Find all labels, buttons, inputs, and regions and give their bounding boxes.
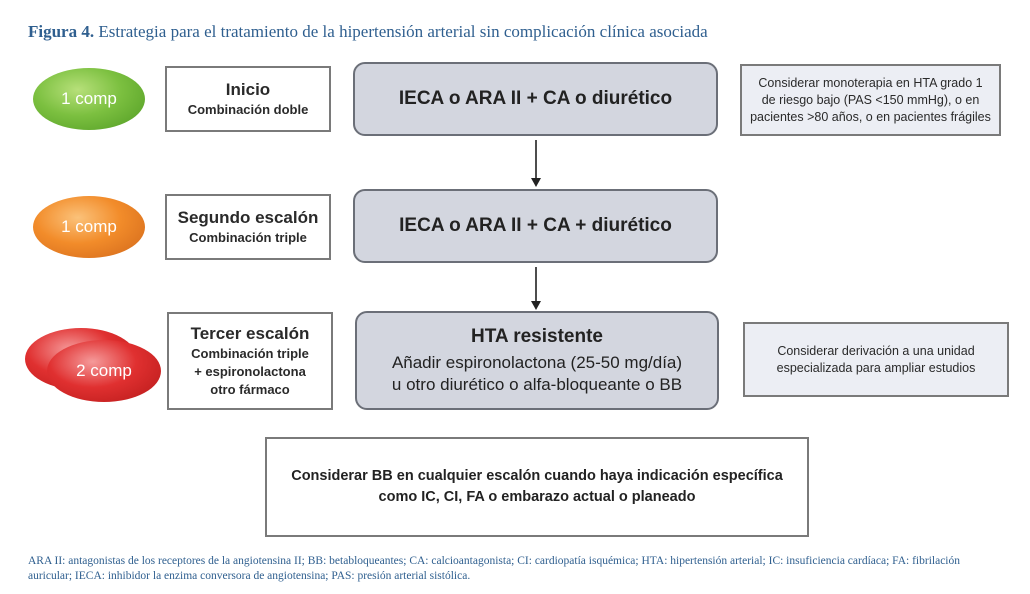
step-3-treatment-box <box>355 311 719 410</box>
step-3-subtitle-line-3: otro fármaco <box>210 382 290 397</box>
step-1-note-text: Considerar monoterapia en HTA grado 1 de riesgo bajo (PAS <150 mmHg), o en pacientes >80 años, o en pacientes frágiles <box>750 75 991 124</box>
step-1-treatment-box <box>353 62 718 136</box>
step-3-pill-label: 2 comp <box>76 361 132 380</box>
arrow-2-to-3 <box>529 267 543 311</box>
figure-title <box>28 22 708 42</box>
step-3-label-box <box>167 312 333 410</box>
step-2-pill <box>33 196 145 258</box>
step-2-pill-label: 1 comp <box>61 217 117 236</box>
step-3-treatment-line-1: Añadir espironolactona (25-50 mg/día) <box>391 352 683 372</box>
step-2-title: Segundo escalón <box>177 208 319 227</box>
step-3-subtitle-line-2: + espironolactona <box>194 364 306 379</box>
step-2-treatment-box <box>353 189 718 263</box>
step-1-label-box <box>165 66 331 132</box>
figure-label: Figura 4. <box>28 22 95 41</box>
step-1-title: Inicio <box>225 80 271 99</box>
figure-title-text: Estrategia para el tratamiento de la hipertensión arterial sin complicación clínica asociada <box>98 22 708 41</box>
step-3-title: Tercer escalón <box>190 324 310 343</box>
step-3-subtitle-line-1: Combinación triple <box>191 346 309 361</box>
step-2-subtitle: Combinación triple <box>189 230 307 245</box>
step-2-label-box <box>165 194 331 260</box>
step-3-note <box>743 322 1009 397</box>
step-1-subtitle: Combinación doble <box>187 102 309 117</box>
step-3-pill <box>47 340 161 402</box>
step-3-note-text: Considerar derivación a una unidad especializada para ampliar estudios <box>776 343 976 375</box>
step-3-treatment-title: HTA resistente <box>471 325 603 347</box>
step-1-pill-label: 1 comp <box>61 89 117 108</box>
step-1-pill <box>33 68 145 130</box>
step-3-treatment-line-2: u otro diurético o alfa-bloqueante o BB <box>391 374 683 394</box>
step-1-note <box>740 64 1001 136</box>
arrow-1-to-2 <box>529 140 543 188</box>
abbreviations-footnote: ARA II: antagonistas de los receptores de la angiotensina II; BB: betabloqueantes; CA: calcioantagonista; CI: cardiopatía isquémica; HTA: hipertensión arterial; IC: insuficiencia cardíaca; FA: fibrilación auricular; IECA: inhibidor la enzima conversora de angiotensina; PAS: presión arterial sistólica. <box>28 555 960 582</box>
step-2-treatment: IECA o ARA II + CA + diurético <box>399 215 672 236</box>
bottom-note-text: Considerar BB en cualquier escalón cuando haya indicación específica como IC, CI, FA o embarazo actual o planeado <box>291 468 783 505</box>
bottom-note-box <box>265 437 809 537</box>
step-1-treatment: IECA o ARA II + CA o diurético <box>398 88 673 109</box>
